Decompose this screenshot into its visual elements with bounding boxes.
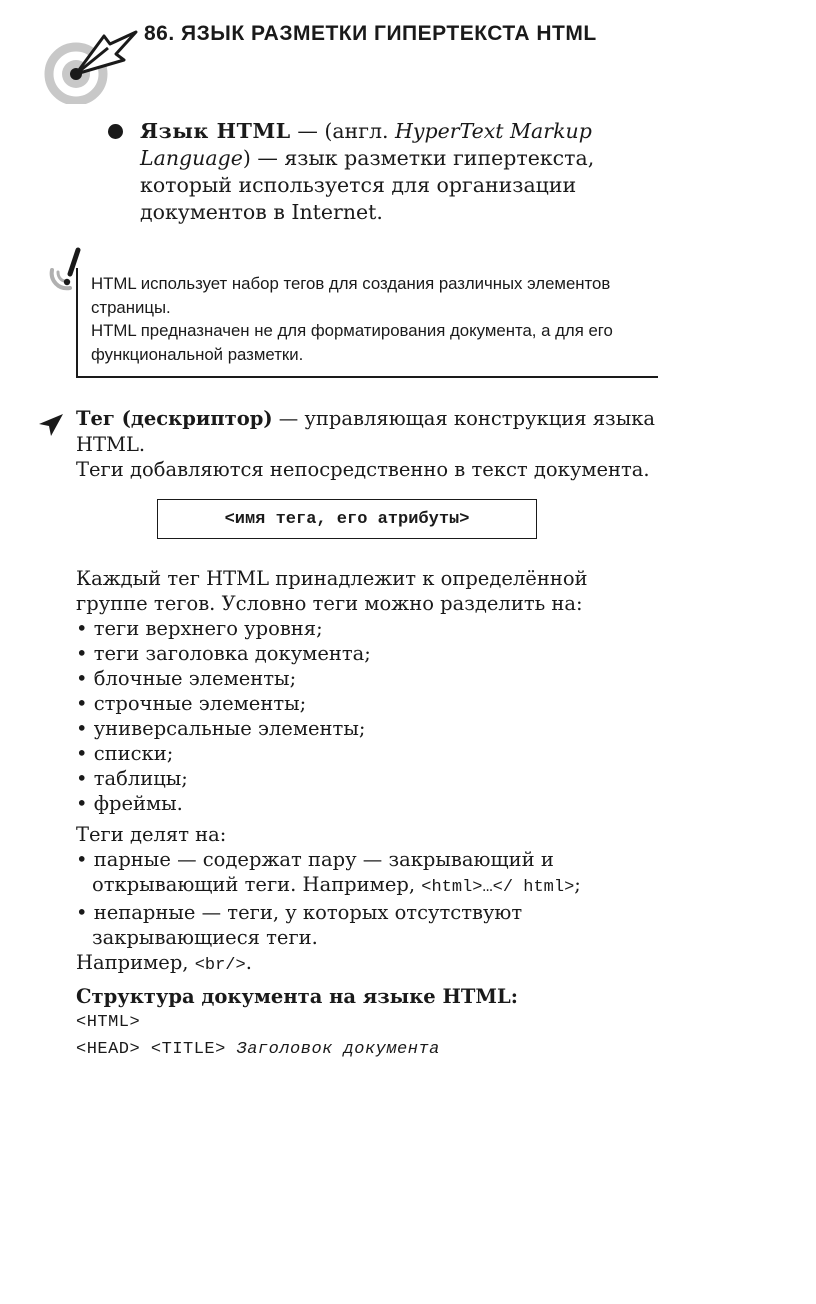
definition-term: Язык HTML [140, 119, 291, 143]
list-item: • теги верхнего уровня; [76, 616, 661, 641]
tag-definition [76, 406, 656, 483]
bullet-dot-icon [108, 124, 123, 139]
list-item-paired [76, 847, 661, 900]
html-definition [140, 118, 660, 226]
list-item: • таблицы; [76, 766, 661, 791]
definition-rest: ) — язык разметки гипертекста, который используется для организации документов в Internet. [140, 146, 595, 224]
groups-intro: Каждый тег HTML принадлежит к определённой группе тегов. Условно теги можно разделить на: [76, 567, 588, 615]
example-line [76, 950, 661, 978]
tag-syntax-box: <имя тега, его атрибуты> [157, 499, 537, 539]
code-line-1: <HTML> [76, 1013, 141, 1032]
example-end: . [245, 951, 252, 974]
list-item: • строчные элементы; [76, 691, 661, 716]
list-item-unpaired: • непарные — теги, у которых отсутствуют закрывающиеся теги. [76, 900, 661, 950]
tag-term: Тег (дескриптор) [76, 407, 273, 430]
pointer-arrow-icon [37, 410, 65, 438]
code-line-2 [76, 1036, 661, 1063]
tag-line-2: Теги добавляются непосредственно в текст документа. [76, 458, 650, 481]
note-line-1: HTML использует набор тегов для создания различных элементов страницы. [91, 274, 611, 317]
kinds-intro: Теги делят на: [76, 823, 227, 846]
paired-text: парные — содержат пару — закрывающий и открывающий теги. Например, [92, 848, 554, 896]
chapter-title: 86. ЯЗЫК РАЗМЕТКИ ГИПЕРТЕКСТА HTML [144, 22, 597, 45]
code-line-2-italic: Заголовок документа [236, 1040, 440, 1059]
definition-dash: — (англ. [290, 119, 396, 143]
structure-heading: Структура документа на языке HTML: [76, 985, 518, 1008]
definition-english: HyperText Markup Language [140, 119, 592, 170]
list-item: • универсальные элементы; [76, 716, 661, 741]
paired-end: ; [574, 873, 581, 896]
note-line-2: HTML предназначен не для форматирования документа, а для его функциональной разметки. [91, 321, 613, 364]
list-item: • списки; [76, 741, 661, 766]
kinds-list [76, 847, 661, 950]
target-arrow-icon [38, 14, 142, 104]
code-line-2-tags: <HEAD> <TITLE> [76, 1040, 237, 1059]
list-item: • фреймы. [76, 791, 661, 816]
example-text: Например, [76, 951, 195, 974]
main-text [76, 566, 661, 1063]
list-item: • теги заголовка документа; [76, 641, 661, 666]
groups-list [76, 616, 661, 816]
tag-rest: — управляющая конструкция языка HTML. [76, 407, 656, 456]
example-code: <br/> [194, 956, 246, 975]
list-item: • блочные элементы; [76, 666, 661, 691]
paired-code: <html>…</ html> [421, 878, 575, 897]
note-text [91, 272, 656, 366]
